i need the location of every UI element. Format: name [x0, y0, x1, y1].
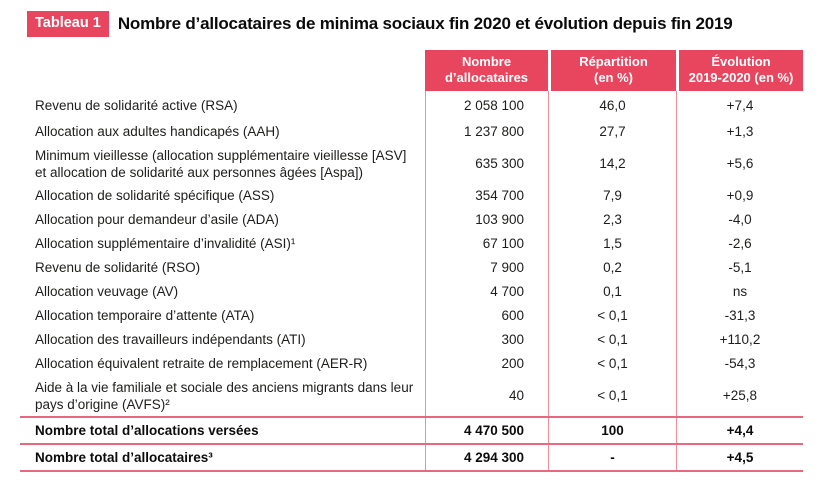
row-share: 46,0: [548, 91, 676, 120]
row-count: 40: [425, 376, 548, 416]
header-line: 2019-2020 (en %): [688, 70, 794, 86]
table-row-rso: [20, 256, 803, 280]
row-share: < 0,1: [548, 304, 676, 328]
row-evolution: +4,4: [676, 418, 803, 443]
table-row-total-allocations: [20, 416, 803, 443]
header-line: Répartition: [579, 53, 648, 69]
header-label-spacer: [20, 50, 425, 91]
table-number-badge: Tableau 1: [27, 11, 109, 37]
row-share: 2,3: [548, 208, 676, 232]
row-evolution: -5,1: [676, 256, 803, 280]
row-count: 1 237 800: [425, 120, 548, 144]
row-share: 100: [548, 418, 676, 443]
table-row-ass: [20, 184, 803, 208]
row-label: Revenu de solidarité active (RSA): [35, 97, 238, 113]
minima-sociaux-table: [20, 50, 803, 472]
row-count: 635 300: [425, 144, 548, 184]
table-row-ata: [20, 304, 803, 328]
row-share: 1,5: [548, 232, 676, 256]
row-evolution: -31,3: [676, 304, 803, 328]
row-label: Allocation aux adultes handicapés (AAH): [35, 124, 280, 140]
table-row-avfs: [20, 376, 803, 416]
row-label: Nombre total d’allocations versées: [35, 422, 259, 438]
row-evolution: +25,8: [676, 376, 803, 416]
table-row-ati: [20, 328, 803, 352]
header-evolution: [676, 50, 803, 91]
table-row-rsa: [20, 91, 803, 120]
row-label: Allocation des travailleurs indépendants (ATI): [35, 332, 306, 348]
row-evolution: +0,9: [676, 184, 803, 208]
table-row-asi: [20, 232, 803, 256]
row-evolution: +5,6: [676, 144, 803, 184]
table-row-aer-r: [20, 352, 803, 376]
row-label: Allocation supplémentaire d’invalidité (ASI)¹: [35, 236, 296, 252]
row-label: Allocation équivalent retraite de remplacement (AER-R): [35, 356, 368, 372]
row-label: Nombre total d’allocataires³: [35, 449, 213, 465]
table-row-total-allocataires: [20, 443, 803, 472]
row-evolution: +7,4: [676, 91, 803, 120]
table-row-minimum-vieillesse: [20, 144, 803, 184]
row-label: Minimum vieillesse (allocation supplémentaire vieillesse [ASV] et allocation de solidarité aux personnes âgées [Aspa]): [35, 147, 407, 180]
row-share: 0,1: [548, 280, 676, 304]
table-row-aah: [20, 120, 803, 144]
row-evolution: -2,6: [676, 232, 803, 256]
header-repartition: [548, 50, 676, 91]
row-count: 2 058 100: [425, 91, 548, 120]
row-evolution: -4,0: [676, 208, 803, 232]
row-share: < 0,1: [548, 376, 676, 416]
row-count: 7 900: [425, 256, 548, 280]
row-evolution: +4,5: [676, 445, 803, 470]
row-count: 200: [425, 352, 548, 376]
row-label: Aide à la vie familiale et sociale des anciens migrants dans leur pays d’origine (AVFS)²: [35, 379, 414, 412]
table-row-ada: [20, 208, 803, 232]
header-nombre-allocataires: [425, 50, 548, 91]
row-share: -: [548, 445, 676, 470]
row-share: < 0,1: [548, 352, 676, 376]
row-evolution: +1,3: [676, 120, 803, 144]
row-evolution: ns: [676, 280, 803, 304]
row-share: 14,2: [548, 144, 676, 184]
row-count: 354 700: [425, 184, 548, 208]
table-title: Nombre d’allocataires de minima sociaux fin 2020 et évolution depuis fin 2019: [117, 13, 733, 33]
table-header-row: [20, 50, 803, 91]
header-line: Évolution: [711, 53, 771, 69]
row-count: 4 470 500: [425, 418, 548, 443]
row-label: Allocation veuvage (AV): [35, 284, 179, 300]
row-label: Revenu de solidarité (RSO): [35, 260, 201, 276]
row-count: 4 294 300: [425, 445, 548, 470]
row-evolution: +110,2: [676, 328, 803, 352]
row-count: 67 100: [425, 232, 548, 256]
row-share: 0,2: [548, 256, 676, 280]
row-count: 103 900: [425, 208, 548, 232]
table-title-row: [27, 11, 819, 37]
row-count: 4 700: [425, 280, 548, 304]
row-share: < 0,1: [548, 328, 676, 352]
row-share: 27,7: [548, 120, 676, 144]
row-label: Allocation de solidarité spécifique (ASS): [35, 188, 275, 204]
header-line: (en %): [594, 70, 633, 86]
header-line: Nombre: [461, 53, 512, 69]
row-evolution: -54,3: [676, 352, 803, 376]
row-count: 600: [425, 304, 548, 328]
row-label: Allocation pour demandeur d’asile (ADA): [35, 212, 279, 228]
table-row-av: [20, 280, 803, 304]
row-label: Allocation temporaire d’attente (ATA): [35, 308, 255, 324]
row-count: 300: [425, 328, 548, 352]
header-line: d’allocataires: [444, 70, 529, 86]
row-share: 7,9: [548, 184, 676, 208]
